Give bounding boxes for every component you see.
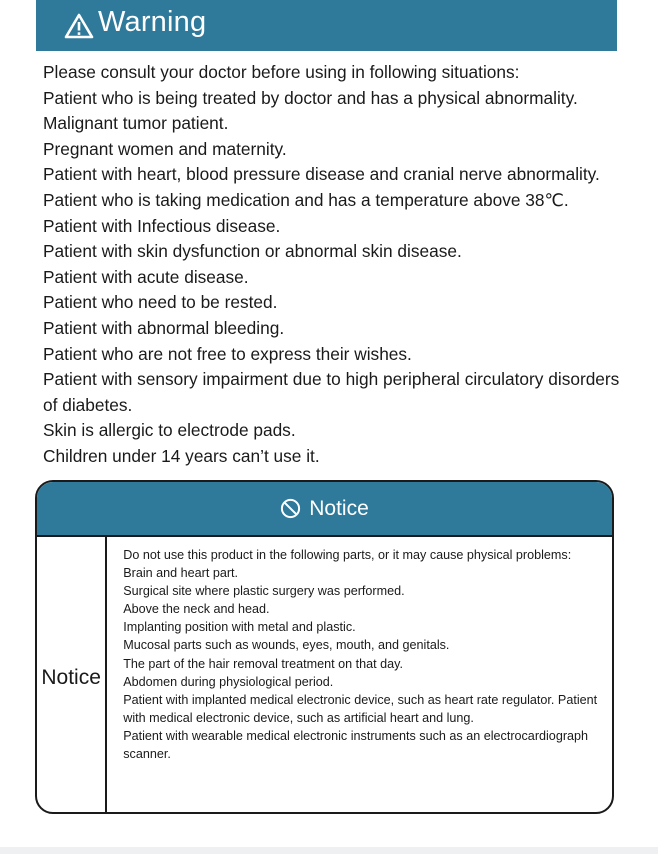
notice-item: Above the neck and head.	[123, 602, 270, 617]
warning-item: Skin is allergic to electrode pads.	[43, 420, 296, 441]
notice-header	[37, 482, 612, 537]
notice-item: Patient with wearable medical electronic instruments such as an electrocardiograph scanner.	[123, 728, 589, 762]
warning-item: Pregnant women and maternity.	[43, 138, 287, 159]
notice-box	[35, 480, 614, 814]
notice-item: Brain and heart part.	[123, 566, 239, 581]
warning-item: Malignant tumor patient.	[43, 113, 229, 134]
notice-item: Surgical site where plastic surgery was performed.	[123, 584, 405, 599]
notice-item: Mucosal parts such as wounds, eyes, mouth, and genitals.	[123, 638, 450, 653]
notice-item: Do not use this product in the following parts, or it may cause physical problems:	[123, 548, 572, 562]
warning-item: Patient with abnormal bleeding.	[43, 317, 285, 338]
warning-item: Patient with heart, blood pressure disease and cranial nerve abnormality.	[43, 164, 600, 185]
warning-item: Patient with sensory impairment due to high peripheral circulatory disorders of diabetes.	[43, 369, 620, 415]
notice-header-title: Notice	[309, 496, 369, 520]
notice-side-label: Notice	[37, 537, 107, 812]
warning-item: Patient with skin dysfunction or abnormal skin disease.	[43, 241, 462, 262]
warning-item: Patient who are not free to express their wishes.	[43, 343, 412, 364]
notice-item: Abdomen during physiological period.	[123, 674, 334, 689]
notice-list	[107, 537, 612, 812]
warning-item: Patient who is being treated by doctor and has a physical abnormality.	[43, 87, 578, 108]
notice-item: The part of the hair removal treatment on that day.	[123, 656, 403, 671]
warning-item: Please consult your doctor before using in following situations:	[43, 62, 520, 82]
warning-triangle-icon	[64, 13, 94, 39]
warning-item: Children under 14 years can’t use it.	[43, 445, 320, 466]
warning-item: Patient who is taking medication and has a temperature above 38℃.	[43, 189, 569, 210]
notice-item: Patient with implanted medical electronic device, such as heart rate regulator. Patient with medical electronic device, such as artificial heart and lung.	[123, 692, 598, 725]
page-bottom-divider	[0, 847, 658, 854]
warning-banner	[36, 0, 617, 51]
prohibited-icon	[280, 498, 301, 519]
warning-list	[43, 60, 633, 470]
warning-item: Patient with acute disease.	[43, 266, 249, 287]
notice-body	[37, 537, 612, 812]
warning-title: Warning	[98, 6, 207, 38]
warning-item: Patient with Infectious disease.	[43, 215, 281, 236]
warning-item: Patient who need to be rested.	[43, 292, 278, 313]
notice-item: Implanting position with metal and plastic.	[123, 620, 356, 635]
